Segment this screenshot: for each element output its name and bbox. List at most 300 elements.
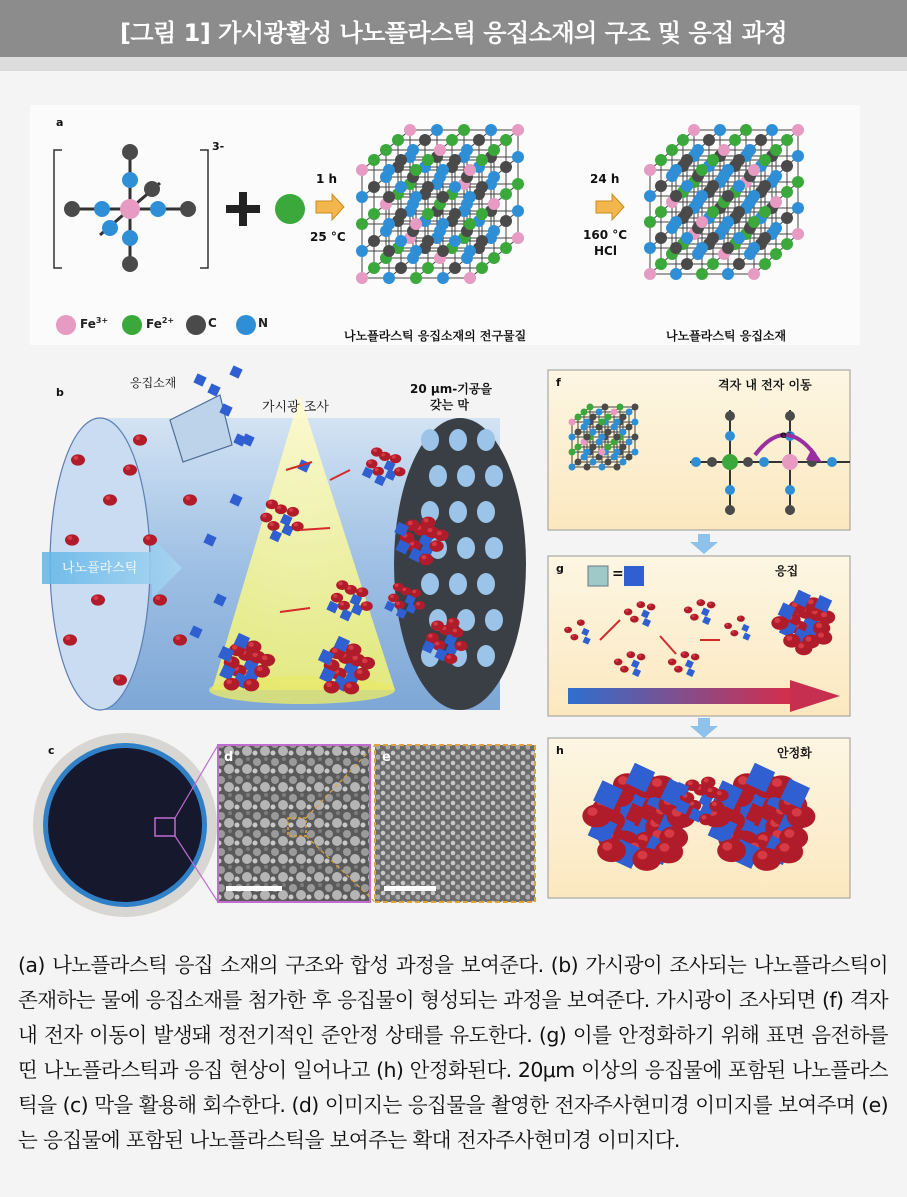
- nanoplastic-particle: [787, 805, 816, 828]
- nanoplastic-particle: [419, 554, 433, 566]
- lattice-atom: [356, 191, 368, 203]
- nanoplastic-particle: [143, 534, 157, 545]
- nanoplastic-particle: [730, 630, 738, 636]
- nanoplastic-particle: [637, 653, 646, 660]
- lattice-atom: [632, 419, 639, 426]
- legend-c: C: [208, 316, 217, 330]
- lattice-atom: [718, 144, 730, 156]
- fe3-atom: [782, 454, 798, 470]
- lattice-atom: [681, 206, 693, 218]
- precursor-caption: 나노플라스틱 응집소재의 전구물질: [344, 329, 527, 343]
- lattice-atom: [575, 459, 582, 466]
- nanoplastic-particle: [724, 623, 732, 629]
- nanoplastic-particle: [577, 619, 585, 625]
- nanoplastic-particle: [455, 641, 468, 651]
- lattice-atom: [512, 124, 524, 136]
- lattice-atom: [575, 429, 582, 436]
- nanoplastic-particle: [267, 521, 279, 531]
- fe2-atom: [722, 454, 738, 470]
- lattice-atom: [395, 235, 407, 247]
- lattice-atom: [368, 262, 380, 274]
- panel-b-label: b: [56, 386, 64, 399]
- lattice-atom: [681, 180, 693, 192]
- lattice-atom: [670, 164, 682, 176]
- lattice-atom: [395, 154, 407, 166]
- lattice-atom: [575, 444, 582, 451]
- lattice-atom: [410, 191, 422, 203]
- lattice-atom: [644, 242, 656, 254]
- lattice-atom: [748, 268, 760, 280]
- lattice-atom: [644, 190, 656, 202]
- nanoplastic-particle: [243, 679, 259, 692]
- precursor-lattice: [356, 124, 524, 284]
- nanoplastic-particle: [684, 606, 693, 613]
- lattice-atom: [748, 164, 760, 176]
- nanoplastic-particle: [429, 540, 443, 552]
- step1-temp: 25 °C: [310, 230, 346, 244]
- lattice-atom: [500, 188, 512, 200]
- nanoplastic-particle: [103, 494, 117, 505]
- lattice-atom: [614, 419, 621, 426]
- lattice-atom: [614, 464, 621, 471]
- lattice-atom: [476, 262, 488, 274]
- lattice-atom: [770, 196, 782, 208]
- lattice-atom: [464, 164, 476, 176]
- lattice-atom: [670, 190, 682, 202]
- lattice-atom: [733, 232, 745, 244]
- lattice-atom: [781, 134, 793, 146]
- product-caption: 나노플라스틱 응집소재: [666, 329, 787, 343]
- panel-g-label: g: [556, 562, 564, 575]
- complex-atom: [122, 256, 138, 272]
- lattice-atom: [449, 181, 461, 193]
- lattice-atom: [605, 414, 612, 421]
- lattice-atom: [632, 404, 639, 411]
- panel-f-label: f: [556, 376, 561, 389]
- panel-f-title: 격자 내 전자 이동: [718, 378, 812, 392]
- panel-e-label: e: [382, 750, 391, 765]
- membrane-pore: [457, 465, 475, 487]
- lattice-atom: [581, 409, 588, 416]
- complex-atom: [144, 181, 160, 197]
- nanoplastic-particle: [709, 800, 723, 812]
- nanoplastic-particle: [707, 601, 716, 608]
- lattice-atom: [722, 242, 734, 254]
- f-atom: [707, 457, 717, 467]
- step2-time: 24 h: [590, 172, 620, 186]
- lattice-atom: [759, 180, 771, 192]
- lattice-atom: [696, 164, 708, 176]
- panel-g-title: 응집: [775, 564, 799, 578]
- lattice-atom: [437, 272, 449, 284]
- lattice-atom: [512, 151, 524, 163]
- lattice-atom: [748, 216, 760, 228]
- panel-c-label: c: [48, 744, 55, 757]
- nanoplastic-particle: [421, 517, 435, 529]
- figure-caption: (a) 나노플라스틱 응집 소재의 구조와 합성 과정을 보여준다. (b) 가시광이 조사되는 나노플라스틱이 존재하는 물에 응집소재를 첨가한 후 응집물이 형성되는 과정을 보여준다. 가시광이 조사되면 (f) 격자 내 전자 이동이 발생돼 정전기적인 준안정 상태를 유도한다. (g) 이를 안정화하기 위해 표면 음전하를 띤 나노플라스틱과 응집 현상이 일어나고 (h) 안정화된다. 20μm 이상의 응집물에 포함된 나노플라스틱을 (c) 막을 활용해 회수한다. (d) 이미지는 응집물을 촬영한 전자주사현미경 이미지를 보여주며 (e)는 응집물에 포함된 나노플라스틱을 보여주는 확대 전자주사현미경 이미지다.: [18, 953, 888, 1152]
- panel-d-label: d: [224, 750, 234, 765]
- lattice-atom: [410, 272, 422, 284]
- light-label: 가시광 조사: [262, 400, 329, 415]
- lattice-atom: [707, 206, 719, 218]
- lattice-atom: [437, 218, 449, 230]
- figure-title-bar: [0, 0, 907, 57]
- lattice-atom: [770, 222, 782, 234]
- lattice-atom: [605, 444, 612, 451]
- nanoplastic-particle: [701, 777, 715, 789]
- nanoplastic-particle: [714, 790, 728, 802]
- aggregant-cube: [207, 383, 220, 396]
- lattice-atom: [590, 459, 597, 466]
- nanoplastic-particle: [717, 839, 746, 862]
- lattice-atom: [626, 454, 633, 461]
- nanoplastic-particle: [388, 594, 399, 603]
- lattice-atom: [681, 154, 693, 166]
- lattice-atom: [383, 272, 395, 284]
- nanoplastic-particle: [434, 530, 448, 542]
- f-atom: [759, 457, 769, 467]
- membrane-pore: [485, 465, 503, 487]
- nanoplastic-particle: [771, 616, 788, 630]
- legend-dot: [56, 315, 76, 335]
- lattice-atom: [644, 216, 656, 228]
- panel-h-title: 안정화: [777, 746, 812, 760]
- lattice-atom: [714, 124, 726, 136]
- lattice-atom: [434, 144, 446, 156]
- lattice-atom: [449, 262, 461, 274]
- lattice-atom: [748, 190, 760, 202]
- lattice-atom: [626, 409, 633, 416]
- sem-image-e: [375, 745, 535, 902]
- lattice-atom: [584, 464, 591, 471]
- nanoplastic-particle: [173, 634, 187, 645]
- nanoplastic-particle: [259, 654, 275, 667]
- lattice-atom: [410, 164, 422, 176]
- nanoplastic-particle: [324, 681, 340, 694]
- lattice-atom: [407, 144, 419, 156]
- nanoplastic-particle: [361, 601, 373, 611]
- lattice-atom: [696, 216, 708, 228]
- f-atom: [785, 505, 795, 515]
- lattice-atom: [476, 208, 488, 220]
- lattice-atom: [500, 134, 512, 146]
- lattice-atom: [644, 268, 656, 280]
- nanoplastic-particle: [636, 601, 645, 608]
- lattice-atom: [512, 178, 524, 190]
- panel-a-label: a: [56, 116, 64, 129]
- lattice-atom: [458, 124, 470, 136]
- complex-atom: [180, 201, 196, 217]
- figure-title: [그림 1] 가시광활성 나노플라스틱 응집소재의 구조 및 응집 과정: [119, 19, 788, 47]
- lattice-atom: [781, 238, 793, 250]
- lattice-atom: [781, 212, 793, 224]
- nanoplastic-particle: [614, 658, 623, 665]
- lattice-atom: [729, 134, 741, 146]
- lattice-atom: [696, 242, 708, 254]
- lattice-atom: [422, 208, 434, 220]
- lattice-atom: [485, 124, 497, 136]
- fe2-ion-icon: [275, 194, 305, 224]
- nanoplastic-particle: [564, 627, 572, 633]
- nanoplastic-particle: [266, 499, 278, 509]
- nanoplastic-particle: [113, 674, 127, 685]
- lattice-atom: [392, 134, 404, 146]
- complex-atom: [102, 220, 118, 236]
- lattice-atom: [584, 449, 591, 456]
- lattice-atom: [696, 268, 708, 280]
- nanoplastic-particle: [654, 840, 683, 863]
- g-to-h-arrow-icon: [690, 718, 718, 738]
- nanoplastic-particle: [183, 494, 197, 505]
- lattice-atom: [781, 186, 793, 198]
- nanoplastic-particle: [91, 594, 105, 605]
- legend-dot: [122, 315, 142, 335]
- lattice-atom: [446, 134, 458, 146]
- nanoplastic-particle: [620, 666, 629, 673]
- nanoplastic-particle: [394, 467, 406, 476]
- lattice-atom: [733, 206, 745, 218]
- lattice-atom: [759, 154, 771, 166]
- lattice-atom: [368, 208, 380, 220]
- nanoplastic-particle: [393, 583, 404, 592]
- lattice-atom: [512, 205, 524, 217]
- lattice-atom: [422, 154, 434, 166]
- nanoplastic-particle: [444, 654, 457, 664]
- complex-atom: [64, 201, 80, 217]
- lattice-atom: [590, 414, 597, 421]
- lattice-atom: [620, 429, 627, 436]
- lattice-atom: [605, 429, 612, 436]
- nanoplastic-particle: [336, 580, 348, 590]
- membrane-pore: [485, 537, 503, 559]
- lattice-atom: [620, 444, 627, 451]
- lattice-atom: [644, 164, 656, 176]
- membrane-pore: [485, 609, 503, 631]
- complex-atom: [122, 172, 138, 188]
- lattice-atom: [614, 434, 621, 441]
- f-to-g-arrow-icon: [690, 534, 718, 554]
- f-atom: [725, 411, 735, 421]
- lattice-atom: [410, 245, 422, 257]
- nanoplastic-particle: [680, 651, 689, 658]
- nanoplastic-particle: [624, 608, 633, 615]
- lattice-atom: [464, 245, 476, 257]
- lattice-atom: [437, 245, 449, 257]
- lattice-atom: [449, 154, 461, 166]
- nanoplastic-particle: [343, 682, 359, 695]
- lattice-atom: [449, 208, 461, 220]
- lattice-atom: [584, 419, 591, 426]
- lattice-atom: [569, 419, 576, 426]
- nanoplastic-particle: [371, 447, 383, 456]
- membrane-pore: [477, 645, 495, 667]
- nanoplastic-particle: [696, 599, 705, 606]
- nanoplastic-particle: [354, 668, 370, 681]
- f-atom: [725, 505, 735, 515]
- legend-dot: [236, 315, 256, 335]
- nanoplastic-particle: [390, 454, 402, 463]
- nanoplastic-particle: [690, 614, 699, 621]
- nanoplastic-particle: [582, 804, 611, 827]
- lattice-atom: [464, 218, 476, 230]
- cube-equals: =: [612, 566, 624, 582]
- lattice-atom: [437, 191, 449, 203]
- lattice-atom: [655, 232, 667, 244]
- lattice-atom: [707, 258, 719, 270]
- f-atom: [785, 411, 795, 421]
- f-atom: [725, 485, 735, 495]
- lattice-atom: [681, 258, 693, 270]
- lattice-atom: [632, 434, 639, 441]
- nanoplastic-particle: [674, 666, 683, 673]
- lattice-atom: [766, 124, 778, 136]
- lattice-atom: [569, 434, 576, 441]
- lattice-atom: [380, 144, 392, 156]
- lattice-atom: [422, 262, 434, 274]
- membrane-pore: [421, 429, 439, 451]
- lattice-atom: [500, 215, 512, 227]
- lattice-atom: [626, 439, 633, 446]
- lattice-atom: [626, 424, 633, 431]
- lattice-atom: [368, 154, 380, 166]
- complex-atom: [122, 230, 138, 246]
- lattice-atom: [599, 449, 606, 456]
- lattice-atom: [722, 164, 734, 176]
- lattice-atom: [464, 191, 476, 203]
- lattice-atom: [748, 242, 760, 254]
- lattice-atom: [759, 206, 771, 218]
- lattice-atom: [395, 181, 407, 193]
- complex-atom: [94, 201, 110, 217]
- lattice-atom: [681, 232, 693, 244]
- nanoplastic-particle: [647, 603, 656, 610]
- lattice-atom: [655, 180, 667, 192]
- nanoplastic-particle: [153, 594, 167, 605]
- lattice-atom: [611, 409, 618, 416]
- lattice-atom: [707, 232, 719, 244]
- lattice-atom: [587, 404, 594, 411]
- nanoplastic-particle: [63, 634, 77, 645]
- lattice-atom: [356, 164, 368, 176]
- lattice-atom: [670, 216, 682, 228]
- lattice-atom: [722, 268, 734, 280]
- lattice-atom: [692, 144, 704, 156]
- sem-image-d: [218, 745, 370, 902]
- nanoplastic-particle: [260, 513, 272, 523]
- membrane-pore: [429, 465, 447, 487]
- lattice-atom: [584, 434, 591, 441]
- lattice-atom: [356, 245, 368, 257]
- membrane-pore: [457, 537, 475, 559]
- lattice-atom: [473, 134, 485, 146]
- f-atom: [785, 485, 795, 495]
- lattice-atom: [395, 208, 407, 220]
- lattice-atom: [395, 262, 407, 274]
- nanoplastic-particle: [414, 601, 425, 610]
- lattice-atom: [740, 124, 752, 136]
- lattice-atom: [449, 235, 461, 247]
- lattice-atom: [404, 124, 416, 136]
- lattice-atom: [500, 242, 512, 254]
- lattice-atom: [703, 134, 715, 146]
- lattice-atom: [755, 134, 767, 146]
- lattice-atom: [781, 160, 793, 172]
- central-fe-atom: [120, 199, 140, 219]
- f-atom: [691, 457, 701, 467]
- nanoplastic-particle: [815, 631, 832, 645]
- lattice-atom: [733, 180, 745, 192]
- lattice-atom: [368, 181, 380, 193]
- nanoplastic-particle: [331, 593, 343, 603]
- lattice-atom: [431, 124, 443, 136]
- nanoplastic-particle: [359, 657, 375, 670]
- inlet-label: 나노플라스틱: [62, 561, 138, 576]
- nanoplastic-particle: [71, 454, 85, 465]
- nanoplastic-particle: [737, 615, 745, 621]
- membrane-pore: [449, 501, 467, 523]
- material-label: 응집소재: [130, 376, 177, 390]
- f-atom: [743, 457, 753, 467]
- lattice-atom: [599, 464, 606, 471]
- lattice-atom: [696, 190, 708, 202]
- lattice-atom: [599, 434, 606, 441]
- lattice-atom: [614, 449, 621, 456]
- lattice-atom: [792, 228, 804, 240]
- figure-illustration: [0, 70, 907, 940]
- lattice-atom: [605, 459, 612, 466]
- membrane-pore: [477, 501, 495, 523]
- nanoplastic-particle: [691, 653, 700, 660]
- title-underline: [0, 57, 907, 71]
- lattice-atom: [707, 154, 719, 166]
- nanoplastic-particle: [287, 507, 299, 517]
- lattice-atom: [596, 409, 603, 416]
- lattice-atom: [437, 164, 449, 176]
- lattice-atom: [666, 144, 678, 156]
- lattice-atom: [670, 242, 682, 254]
- membrane-pore: [457, 609, 475, 631]
- nanoplastic-particle: [254, 665, 270, 678]
- membrane-pore: [477, 429, 495, 451]
- lattice-atom: [356, 218, 368, 230]
- lattice-atom: [383, 191, 395, 203]
- lattice-atom: [383, 218, 395, 230]
- nanoplastic-particle: [626, 651, 635, 658]
- nanoplastic-particle: [123, 464, 137, 475]
- nanoplastic-particle: [570, 634, 578, 640]
- nanoplastic-particle: [447, 618, 460, 628]
- step1-time: 1 h: [316, 172, 338, 186]
- membrane-label-line1: 20 μm-기공을: [410, 382, 492, 396]
- lattice-atom: [488, 252, 500, 264]
- nanoplastic-particle: [431, 620, 444, 630]
- lattice-atom: [368, 235, 380, 247]
- lattice-atom: [419, 134, 431, 146]
- membrane-pore: [421, 573, 439, 595]
- lattice-atom: [770, 248, 782, 260]
- nanoplastic-particle: [450, 627, 463, 637]
- lattice-atom: [670, 268, 682, 280]
- lattice-atom: [383, 164, 395, 176]
- lattice-atom: [733, 258, 745, 270]
- lattice-atom: [569, 449, 576, 456]
- aggregation-progress-arrow: [568, 688, 793, 704]
- lattice-atom: [792, 202, 804, 214]
- legend-dot: [186, 315, 206, 335]
- nanoplastic-particle: [133, 434, 147, 445]
- lattice-atom: [677, 134, 689, 146]
- membrane-label-line2: 갖는 막: [430, 398, 469, 412]
